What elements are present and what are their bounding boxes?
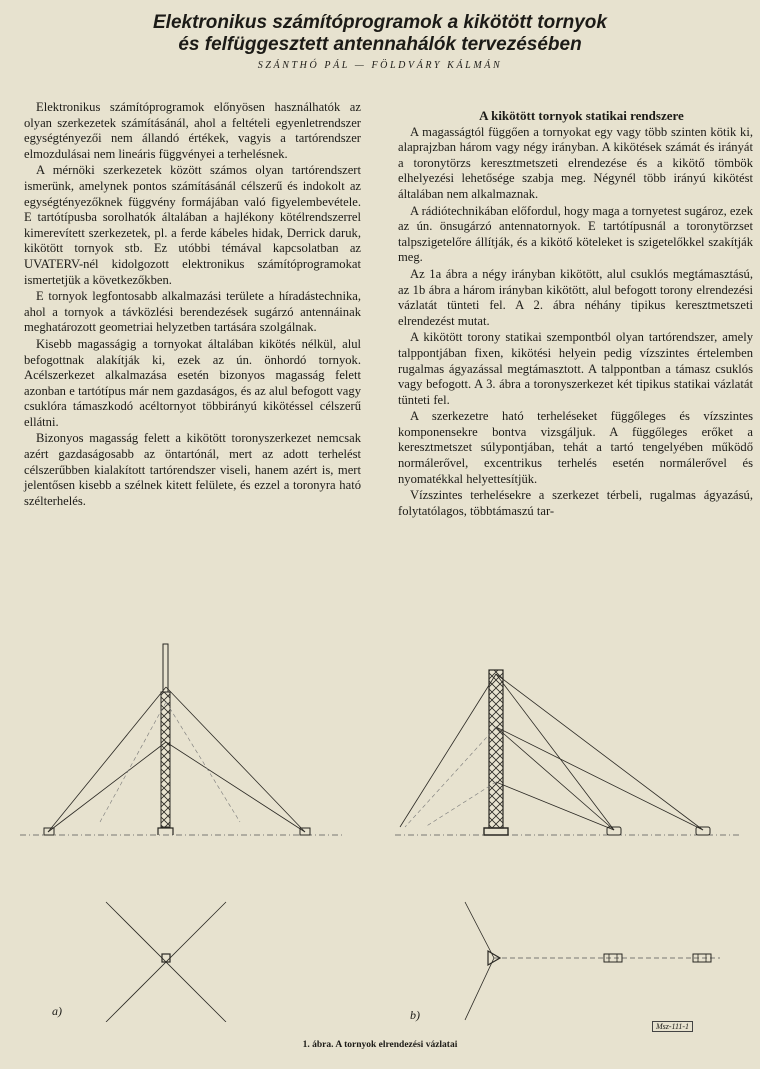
left-paragraph-1: Elektronikus számítóprogramok előnyösen használhatók az olyan szerkezetek számításánál, ahol a feltételi egyenletrendszer egységtényezői nem állandó értékek, vagyis a tartórendszer elmozdulásai nem lineáris függvényei a terhelésnek.: [24, 100, 361, 161]
tower-a-plan: [106, 902, 226, 1022]
right-paragraph-5: A szerkezetre ható terheléseket függőleges és vízszintes komponensekre bontva vizsgáljuk. A függőleges erőket a keresztmetszet súlypontjában, tehát a tartó tengelyében működő normálerővel, excentrikus terhelés esetén normálerővel és nyomatékkal helyettesítjük.: [398, 409, 753, 486]
guy-wire-b: [496, 674, 703, 830]
guy-wire-b: [496, 727, 614, 830]
right-paragraph-4: A kikötött torony statikai szempontból olyan tartórendszer, amely talppontjában fixen, kikötési helyein pedig vízszintes értelemben rugalmas ágyazással megtámasztott. A talppontban a támasz csuklós vagy befogott. A 3. ábra a toronyszerkezet két tipikus statikai vázlatát tünteti fel.: [398, 330, 753, 407]
title-line-1: Elektronikus számítóprogramok a kikötött tornyok: [153, 12, 607, 33]
guy-wire-a: [48, 742, 166, 832]
section-heading: A kikötött tornyok statikai rendszere: [479, 108, 684, 123]
guy-wire-a: [48, 687, 166, 832]
tower-b-elevation: [395, 670, 740, 835]
right-column: [398, 108, 753, 520]
tower-plan-section-a: [162, 954, 170, 962]
left-paragraph-5: Bizonyos magasság felett a kikötött toronyszerkezet nemcsak azért gazdaságosabb az öntartónál, mert az adott terhelést célszerűbben kialakított tartórendszer viseli, hanem azért is, mert jelentősen kisebb a szélnek kitett felülete, és ezzel a toronyra ható szélterhelés.: [24, 431, 361, 508]
guy-wire-b: [496, 674, 614, 830]
right-paragraph-2: A rádiótechnikában előfordul, hogy maga a tornyetest sugároz, ezek az ún. önsugárzó antennatornyok. E tartótípusnál a toronytörzset talpszigetelőre állítják, és a kikötő köteleket is szigetelőkkel szakítják meg.: [398, 203, 753, 265]
guy-wire-b: [400, 674, 496, 827]
guy-wire-dashed-b: [425, 782, 496, 827]
figure-label-b: b): [410, 1008, 420, 1022]
figure-stamp: Msz-111-1: [652, 1021, 693, 1032]
figure-1: [0, 632, 760, 1022]
left-paragraph-3: E tornyok legfontosabb alkalmazási területe a híradástechnika, ahol a tornyok a távközlési berendezések sugárzó antennáinak meghatározott geometriai helyzetben tartására szolgálnak.: [24, 289, 361, 335]
right-paragraph-6: Vízszintes terhelésekre a szerkezet térbeli, rugalmas ágyazású, folytatólagos, többtámaszú tar-: [398, 488, 753, 518]
left-column: [24, 100, 361, 510]
authors: SZÁNTHÓ PÁL — FÖLDVÁRY KÁLMÁN: [257, 60, 503, 71]
left-paragraph-2: A mérnöki szerkezetek között számos olyan tartórendszert ismerünk, amelynek pontos számításánál célszerű és indokolt az egységtényezőknek függvény formájában való figyelembevétele. E tartótípusba sorolhatók általában a hajlékony kötélrendszerrel kimerevített szerkezetek, pl. a ferde kábeles hidak, Derrick daruk, kikötött tornyok stb. Ez utóbbi témával kapcsolatban az UVATERV-nél kidolgozott elektronikus számítóprogramokat ismertetjük a következőkben.: [24, 163, 361, 287]
title-line-2: és felfüggesztett antennahálók tervezésében: [178, 34, 582, 55]
figure-caption: 1. ábra. A tornyok elrendezési vázlatai: [302, 1040, 458, 1050]
guy-wire-a: [166, 687, 305, 832]
tower-a-elevation: [20, 644, 345, 835]
guy-wire-dashed-a: [100, 702, 166, 822]
guy-wire-a: [166, 742, 305, 832]
tower-shaft-b: [489, 670, 503, 828]
base-fixed-b: [484, 828, 508, 835]
tower-diagrams: [0, 632, 760, 1022]
right-paragraph-3: Az 1a ábra a négy irányban kikötött, alul csuklós megtámasztású, az 1b ábra a három irányban kikötött, alul befogott torony elrendezési vázlatát tünteti fel. A 2. ábra néhány tipikus keresztmetszeti elrendezést mutat.: [398, 266, 753, 328]
mast-top-a: [163, 644, 168, 692]
guy-wire-dashed-a: [166, 702, 240, 822]
anchor-block-b: [696, 827, 710, 835]
guy-wire-b: [496, 727, 703, 830]
tower-b-plan: [465, 902, 720, 1020]
left-paragraph-4: Kisebb magasságig a tornyokat általában kikötés nélkül, alul befogottnak alakítják ki, ezek az ún. önhordó tornyok. Acélszerkezet alkalmazása esetén bizonyos magasság felett azonban e tartótípus már nem gazdaságos, és az alul befogott vagy csuklóra támaszkodó acéltornyot többirányú kikötéssel célszerű ellátni.: [24, 336, 361, 429]
figure-label-a: a): [52, 1004, 62, 1018]
tower-shaft-a: [161, 692, 170, 827]
guy-wire-dashed-b: [405, 727, 496, 827]
article-title: [0, 12, 760, 56]
right-paragraph-1: A magasságtól függően a tornyokat egy vagy több szinten kötik ki, alaprajzban három vagy négy irányban. A kikötések számát és irányát a toronytörzs keresztmetszeti elrendezése és a kikötő tömbök elhelyezési lehetősége szabja meg. Négynél több irányú kikötést általában nem alkalmaznak.: [398, 124, 753, 201]
base-hinge-a: [158, 828, 173, 835]
